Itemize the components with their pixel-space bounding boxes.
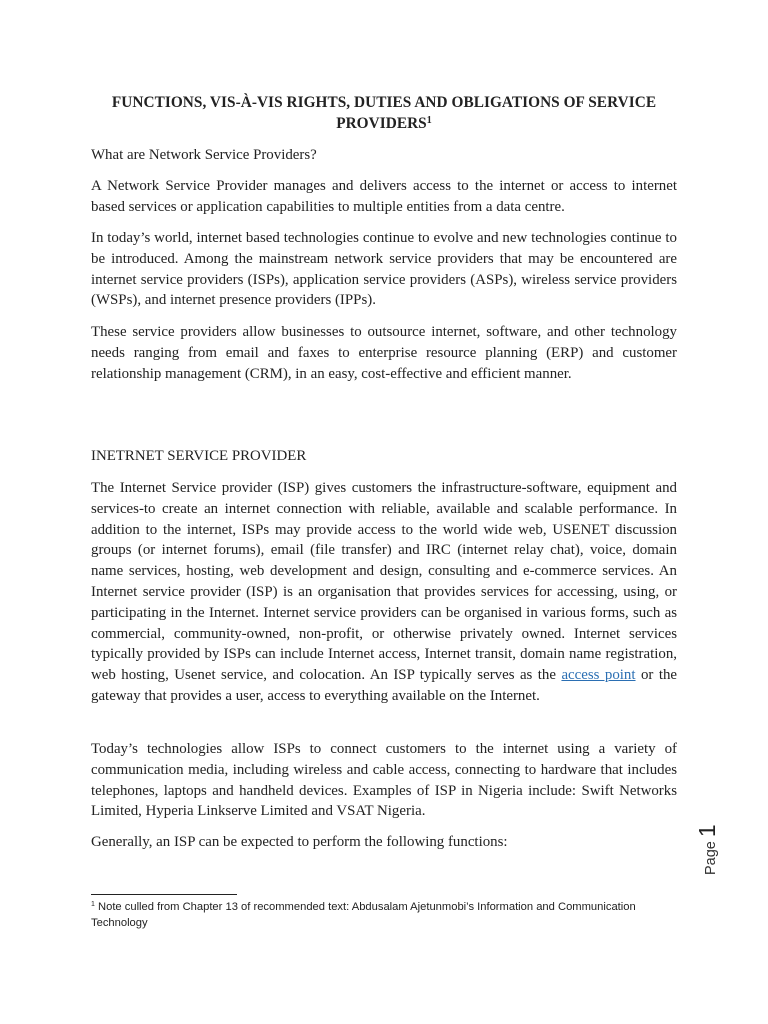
question-line: What are Network Service Providers? (91, 147, 317, 163)
paragraph-technologies: Today’s technologies allow ISPs to connect customers to the internet using a variety of communication media, including wireless and cable access, connecting to hardware that includes telephones, laptops and handheld devices. Examples of ISP in Nigeria include: Swift Networks Limited, Hyperia Linkserve Limited and VSAT Nigeria. (91, 741, 677, 820)
paragraph-isp-description (91, 478, 677, 707)
access-point-link[interactable]: access point (561, 667, 636, 684)
paragraph-outsource: These service providers allow businesses to outsource internet, software, and other technology needs ranging from email and faxes to enterprise resource planning (ERP) and customer relationship management (CRM), in an easy, cost-effective and efficient manner. (91, 324, 677, 382)
document-title (90, 92, 678, 134)
section-heading-isp: INETRNET SERVICE PROVIDER (91, 448, 307, 464)
isp-text-before-link: The Internet Service provider (ISP) gives customers the infrastructure-software, equipment and services-to create an internet connection with reliable, available and scalable performance. In addition to the internet, ISPs may provide access to the world wide web, USENET discussion groups (or internet forums), email (file transfer) and IRC (internet relay chat), voice, domain name services, hosting, web development and design, consulting and e-commerce services. An Internet service provider (ISP) is an organisation that provides services for accessing, using, or participating in the Internet. Internet service providers can be organised in various forms, such as commercial, community-owned, non-profit, or otherwise privately owned. Internet services typically provided by ISPs can include Internet access, Internet transit, domain name registration, web hosting, Usenet service, and colocation. An ISP typically serves as the (91, 480, 677, 684)
footnote-separator (91, 894, 237, 895)
page-word: Page (703, 841, 719, 875)
footnote-marker: 1 (91, 901, 95, 908)
footnote-text: Note culled from Chapter 13 of recommended text: Abdusalam Ajetunmobi’s Information and Communication Technology (91, 901, 636, 929)
paragraph-todays-world: In today’s world, internet based technologies continue to evolve and new technologies continue to be introduced. Among the mainstream network service providers that may be encountered are internet service providers (ISPs), application service providers (ASPs), wireless service providers (WSPs), and internet presence providers (IPPs). (91, 230, 677, 309)
page-number-label (694, 795, 734, 875)
paragraph-functions-intro: Generally, an ISP can be expected to perform the following functions: (91, 834, 508, 850)
paragraph-network-service-provider: A Network Service Provider manages and delivers access to the internet or access to internet based services or application capabilities to multiple entities from a data centre. (91, 178, 677, 215)
page-number: 1 (694, 824, 720, 838)
title-text: FUNCTIONS, VIS-À-VIS RIGHTS, DUTIES AND OBLIGATIONS OF SERVICE PROVIDERS (111, 94, 657, 132)
footnote (91, 899, 677, 931)
title-footnote-marker[interactable]: 1 (426, 115, 432, 126)
isp-text-after-link: or the gateway that provides a user, access to everything available on the Internet. (91, 667, 678, 704)
